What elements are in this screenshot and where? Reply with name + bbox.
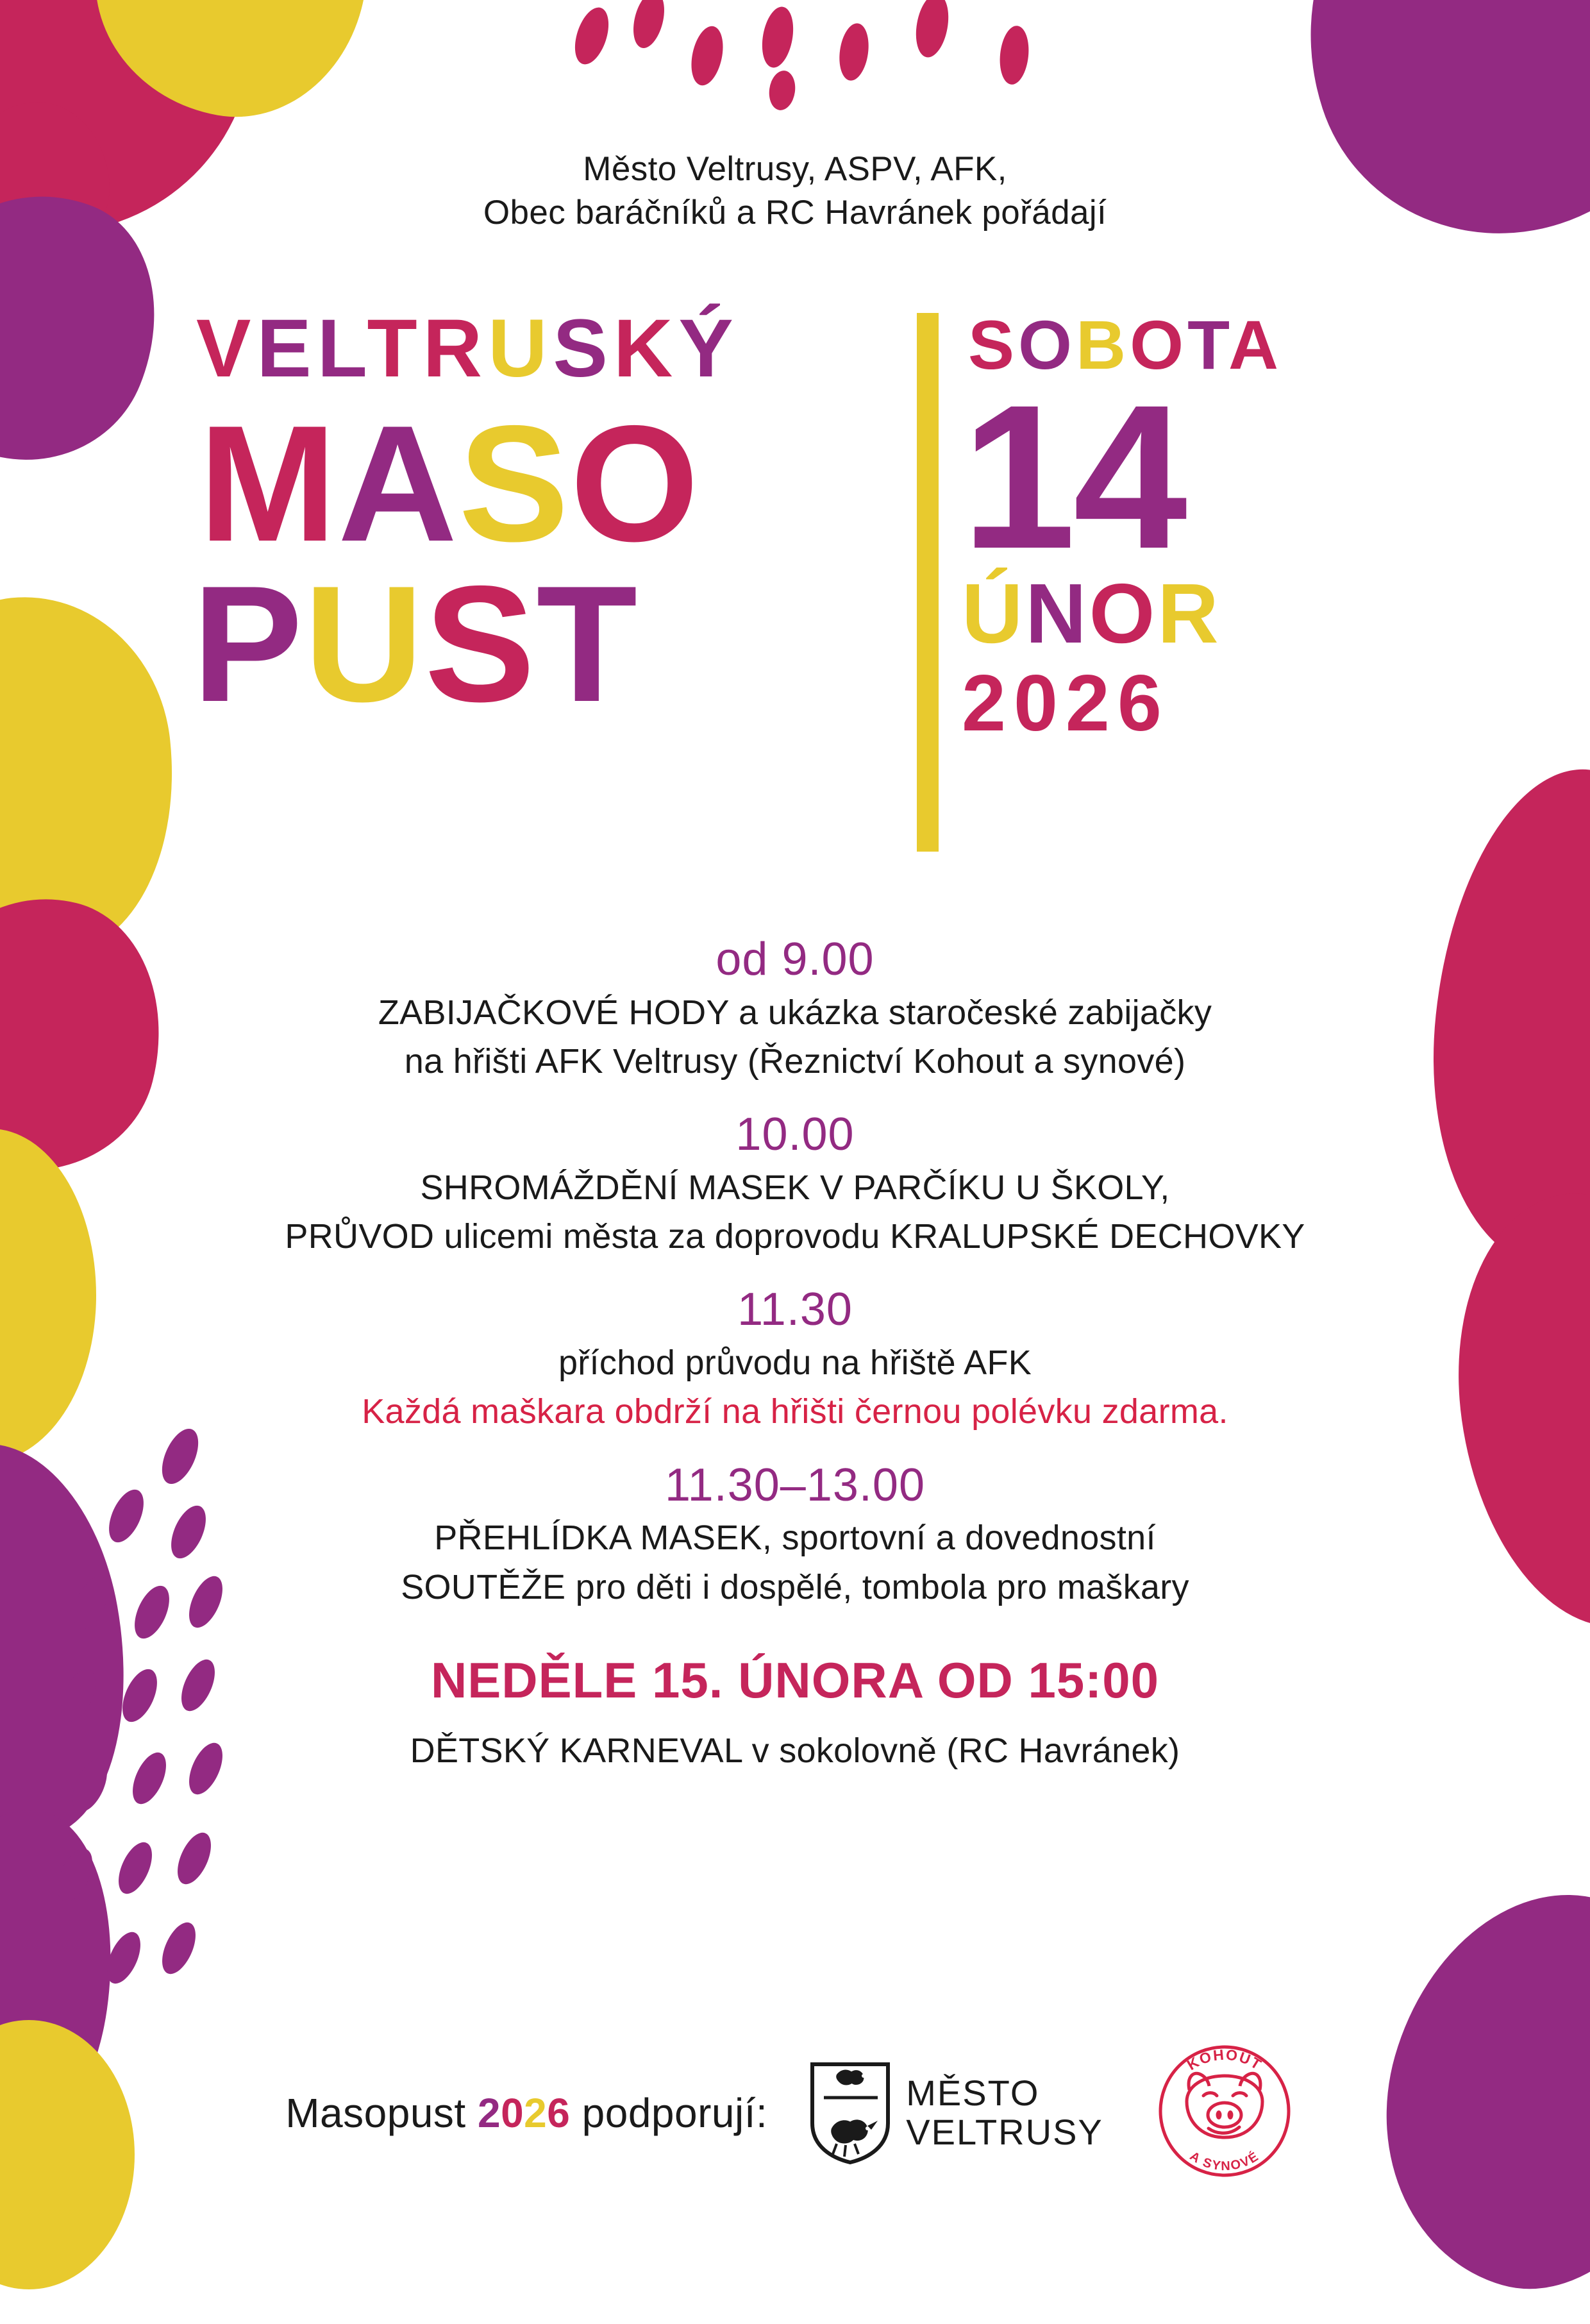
title-letter: U <box>488 303 553 394</box>
title-word-maso <box>199 391 910 576</box>
title-letter: T <box>1187 306 1229 383</box>
title-word-pust <box>192 550 910 736</box>
programme-slot-time: 11.30 <box>737 1284 853 1336</box>
programme-slot-time: 10.00 <box>735 1109 855 1161</box>
programme-slot-time: 11.30–13.00 <box>664 1459 926 1511</box>
title-letter: S <box>968 306 1019 383</box>
svg-text:A SYNOVÉ: A SYNOVÉ <box>1187 2149 1262 2174</box>
programme-slot-line: Každá maškara obdrží na hřišti černou polévku zdarma. <box>362 1392 1228 1431</box>
title-letter: M <box>199 391 338 576</box>
programme-slot-line: ZABIJAČKOVÉ HODY a ukázka staročeské zabijačky <box>378 993 1212 1032</box>
title-letter: 0 <box>501 2089 524 2136</box>
programme-slot <box>0 1283 1590 1434</box>
title-letter: T <box>536 550 639 736</box>
pig-head-icon <box>1144 2031 1305 2191</box>
title-word-veltrusky <box>196 303 910 394</box>
programme-slot-line: SOUTĚŽE pro děti i dospělé, tombola pro maškary <box>401 1567 1189 1606</box>
support-prefix: Masopust <box>285 2089 478 2136</box>
programme-slot-line: SHROMÁŽDĚNÍ MASEK V PARČÍKU U ŠKOLY, <box>420 1168 1170 1207</box>
title-letter: O <box>1130 306 1188 383</box>
town-logo-line-1: MĚSTO <box>906 2073 1040 2114</box>
title-letter: A <box>337 391 459 576</box>
title-divider-bar <box>917 313 939 852</box>
programme-slot-line: na hřišti AFK Veltrusy (Řeznictví Kohout a synové) <box>404 1041 1186 1081</box>
title-letter: 6 <box>547 2089 571 2136</box>
title-letter: E <box>256 303 317 394</box>
title-letter: Ý <box>678 303 739 394</box>
support-text <box>285 2089 767 2137</box>
title-letter: Ú <box>962 566 1026 661</box>
sunday-block <box>0 1652 1590 1771</box>
title-letter: O <box>570 391 701 576</box>
footer-sponsors <box>0 2031 1590 2194</box>
title-letter: 2 <box>524 2089 548 2136</box>
butcher-logo[interactable] <box>1144 2031 1305 2194</box>
programme-slot-line: PŘEHLÍDKA MASEK, sportovní a dovednostní <box>434 1519 1156 1558</box>
town-logo-text <box>906 2074 1103 2151</box>
svg-text:KOHOUT: KOHOUT <box>1184 2046 1266 2074</box>
title-block <box>192 303 1410 852</box>
event-title <box>192 303 910 736</box>
title-letter: O <box>1018 306 1076 383</box>
date-month <box>962 566 1410 661</box>
title-letter: U <box>304 550 425 736</box>
support-year <box>478 2090 570 2136</box>
sunday-subtitle: DĚTSKÝ KARNEVAL v sokolovně (RC Havránek) <box>410 1731 1180 1771</box>
title-letter: A <box>1228 306 1283 383</box>
title-letter: K <box>613 303 679 394</box>
sunday-heading: NEDĚLE 15. ÚNORA OD 15:00 <box>430 1651 1160 1708</box>
date-block <box>962 306 1410 748</box>
title-letter: O <box>1089 566 1158 661</box>
title-letter: B <box>1076 306 1130 383</box>
title-letter: S <box>553 303 614 394</box>
programme-slot <box>0 1459 1590 1610</box>
title-letter: N <box>1025 566 1089 661</box>
town-crest-icon <box>808 2062 892 2164</box>
title-letter: P <box>192 550 305 736</box>
organizers-line-1: Město Veltrusy, ASPV, AFK, <box>583 150 1007 188</box>
town-logo-line-2: VELTRUSY <box>906 2111 1103 2152</box>
date-year: 2026 <box>962 659 1169 748</box>
organizers-block <box>0 147 1590 235</box>
date-day-number: 14 <box>962 362 1185 591</box>
town-logo[interactable] <box>808 2062 1103 2164</box>
programme-slot <box>0 1108 1590 1259</box>
programme-slots <box>0 933 1590 1610</box>
organizers-line-2: Obec baráčníků a RC Havránek pořádají <box>483 193 1107 232</box>
support-suffix: podporují: <box>570 2089 768 2136</box>
title-letter: R <box>1157 566 1221 661</box>
programme-slot-line: příchod průvodu na hřiště AFK <box>558 1343 1032 1383</box>
title-letter: V <box>196 303 257 394</box>
programme-slot <box>0 933 1590 1084</box>
title-letter: S <box>424 550 537 736</box>
programme-slot-line: PRŮVOD ulicemi města za doprovodu KRALUPSKÉ DECHOVKY <box>285 1217 1305 1256</box>
title-letter: R <box>423 303 489 394</box>
title-letter: L <box>317 303 367 394</box>
programme-slot-time: od 9.00 <box>716 934 874 985</box>
title-letter: T <box>367 303 423 394</box>
title-letter: S <box>458 391 571 576</box>
programme-list <box>0 933 1590 1771</box>
title-letter: 2 <box>477 2089 501 2136</box>
